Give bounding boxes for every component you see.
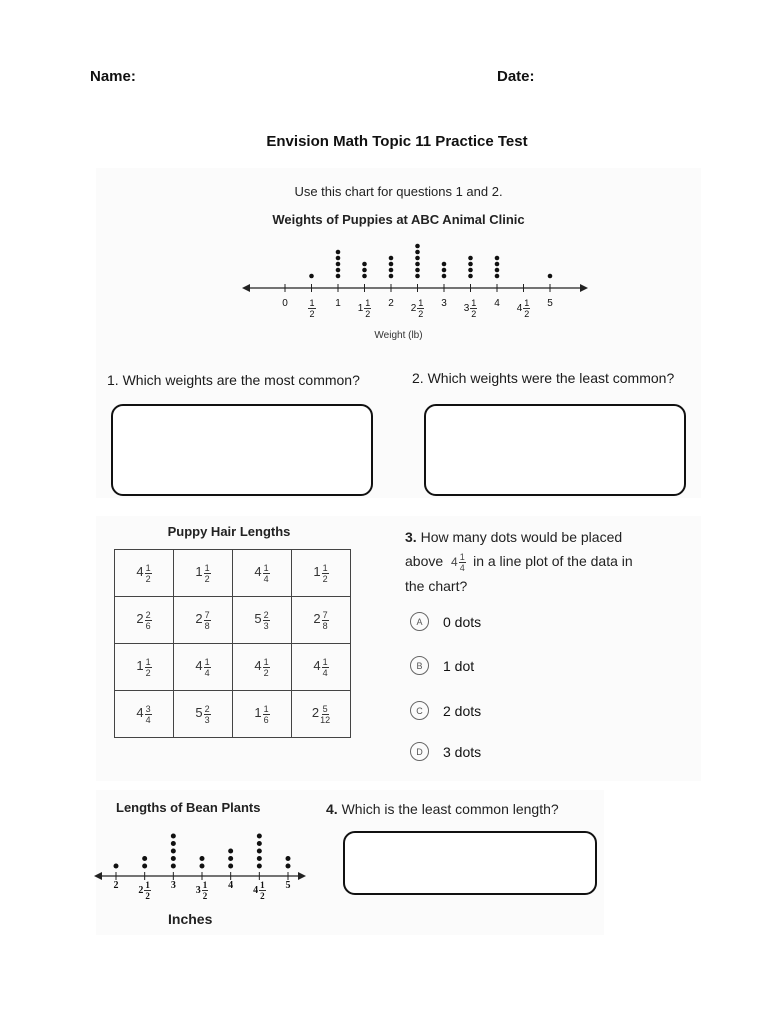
tick-label-whole: 2: [410, 303, 417, 315]
cell-value-numerator: 1: [263, 703, 269, 714]
table-cell: [292, 597, 351, 644]
data-dot: [171, 864, 176, 869]
mixed-denominator: 4: [459, 563, 465, 574]
tick-label-numerator: 1: [309, 298, 315, 308]
cell-value: [136, 562, 151, 584]
hair-lengths-table: [114, 549, 351, 738]
cell-value-fraction: [263, 657, 270, 678]
data-dot: [171, 849, 176, 854]
tick-label-numerator: 1: [145, 880, 150, 890]
cell-value-whole: 2: [136, 611, 144, 627]
cell-value-denominator: 3: [263, 620, 269, 631]
data-dot: [200, 856, 205, 861]
cell-value-whole: 1: [313, 564, 321, 580]
cell-value-denominator: 2: [145, 573, 151, 584]
data-dot: [336, 274, 341, 279]
tick-label-whole: 0: [282, 298, 288, 309]
data-dot: [468, 268, 473, 273]
cell-value-fraction: [322, 657, 329, 678]
tick-label: [273, 298, 297, 309]
tick-label-denominator: 2: [471, 309, 477, 319]
page-title: Envision Math Topic 11 Practice Test: [266, 133, 528, 150]
data-dot: [257, 841, 262, 846]
tick-label: [379, 298, 403, 309]
data-dot: [336, 268, 341, 273]
cell-value-numerator: 1: [145, 656, 151, 667]
tick-label-denominator: 2: [309, 309, 315, 319]
cell-value: [195, 562, 210, 584]
question-4-number: 4.: [326, 801, 338, 817]
beans-line-plot: [92, 818, 308, 886]
cell-value: [313, 562, 328, 584]
answer-box-1[interactable]: [111, 404, 373, 496]
cell-value-numerator: 7: [204, 609, 210, 620]
cell-value-fraction: [263, 563, 270, 584]
cell-value-fraction: [322, 563, 329, 584]
data-dot: [495, 262, 500, 267]
option-c-text: 2 dots: [443, 702, 482, 719]
cell-value-fraction: [204, 610, 211, 631]
cell-value-numerator: 2: [204, 703, 210, 714]
table-cell: [233, 597, 292, 644]
tick-label-numerator: 1: [471, 298, 477, 308]
table-cell: [233, 644, 292, 691]
table-row: [115, 597, 351, 644]
tick-label-fraction: [259, 880, 266, 901]
tick-label-whole: 2: [388, 298, 394, 309]
cell-value-whole: 4: [136, 705, 144, 721]
data-dot: [389, 268, 394, 273]
data-dot: [495, 256, 500, 261]
cell-value-whole: 2: [313, 611, 321, 627]
question-1: 1. Which weights are the most common?: [107, 372, 360, 388]
data-dot: [442, 262, 447, 267]
data-dot: [495, 268, 500, 273]
data-dot: [415, 262, 420, 267]
beans-chart-title: Lengths of Bean Plants: [116, 800, 261, 815]
data-dot: [171, 834, 176, 839]
option-a-text: 0 dots: [443, 613, 482, 630]
cell-value-denominator: 3: [204, 714, 210, 725]
axis-arrow-right: [580, 284, 588, 292]
question-4: [326, 801, 559, 817]
cell-value-numerator: 1: [204, 562, 210, 573]
cell-value-fraction: [263, 610, 270, 631]
cell-value-denominator: 4: [204, 667, 210, 678]
cell-value-fraction: [320, 704, 330, 725]
cell-value-fraction: [145, 657, 152, 678]
data-dot: [468, 274, 473, 279]
cell-value-numerator: 7: [322, 609, 328, 620]
cell-value-whole: 5: [254, 611, 262, 627]
tick-label-denominator: 2: [418, 309, 424, 319]
cell-value-numerator: 1: [322, 656, 328, 667]
table-cell: [115, 691, 174, 738]
question-3-line1: How many dots would be placed: [420, 529, 623, 545]
data-dot: [362, 274, 367, 279]
cell-value-fraction: [145, 563, 152, 584]
axis-arrow-left: [94, 872, 102, 880]
data-dot: [142, 864, 147, 869]
cell-value-whole: 1: [254, 705, 262, 721]
tick-label: [133, 880, 157, 901]
tick-label-whole: 5: [285, 880, 291, 891]
table-cell: [174, 644, 233, 691]
cell-value: [136, 703, 151, 725]
cell-value-whole: 2: [311, 705, 320, 721]
cell-value-numerator: 3: [145, 703, 151, 714]
chart-instruction: Use this chart for questions 1 and 2.: [294, 184, 503, 199]
data-dot: [309, 274, 314, 279]
tick-label-whole: 5: [547, 298, 553, 309]
data-dot: [362, 262, 367, 267]
cell-value-numerator: 5: [322, 703, 328, 714]
data-dot: [389, 256, 394, 261]
data-dot: [468, 256, 473, 261]
cell-value-fraction: [145, 610, 152, 631]
cell-value-whole: 4: [254, 564, 262, 580]
cell-value-denominator: 8: [322, 620, 328, 631]
data-dot: [415, 274, 420, 279]
cell-value-denominator: 6: [145, 620, 151, 631]
option-d-text: 3 dots: [443, 743, 482, 760]
table-cell: [174, 597, 233, 644]
data-dot: [257, 849, 262, 854]
tick-label-fraction: [470, 298, 477, 319]
data-dot: [336, 256, 341, 261]
tick-label: [432, 298, 456, 309]
cell-value: [254, 609, 269, 631]
table-row: [115, 691, 351, 738]
tick-label-numerator: 1: [202, 880, 208, 890]
tick-label: [247, 880, 271, 901]
answer-box-4[interactable]: [343, 831, 597, 895]
tick-label: [300, 298, 324, 319]
cell-value-denominator: 8: [204, 620, 210, 631]
cell-value-numerator: 1: [204, 656, 210, 667]
tick-label-numerator: 1: [260, 880, 265, 890]
tick-label-denominator: 2: [365, 309, 371, 319]
question-3-number: 3.: [405, 529, 417, 545]
cell-value: [136, 609, 151, 631]
tick-label-fraction: [202, 880, 209, 901]
tick-label: [485, 298, 509, 309]
cell-value: [195, 609, 210, 631]
puppies-x-label: Weight (lb): [374, 330, 423, 341]
tick-label-whole: 1: [335, 298, 341, 309]
tick-label-denominator: 2: [260, 891, 265, 901]
cell-value-fraction: [322, 610, 329, 631]
data-dot: [415, 256, 420, 261]
data-dot: [495, 274, 500, 279]
cell-value-denominator: 2: [204, 573, 210, 584]
option-b[interactable]: [410, 656, 474, 675]
cell-value-denominator: 4: [322, 667, 328, 678]
data-dot: [286, 856, 291, 861]
data-dot: [142, 856, 147, 861]
data-dot: [548, 274, 553, 279]
tick-label-whole: 1: [357, 303, 364, 315]
cell-value-fraction: [204, 563, 211, 584]
data-dot: [362, 268, 367, 273]
cell-value-numerator: 1: [322, 562, 328, 573]
cell-value: [195, 703, 210, 725]
axis-arrow-right: [298, 872, 306, 880]
tick-label-whole: 2: [113, 880, 119, 891]
tick-label-fraction: [523, 298, 530, 319]
tick-label-whole: 3: [463, 303, 470, 315]
puppies-tick-labels: [240, 298, 590, 324]
tick-label: [190, 880, 214, 901]
cell-value-fraction: [204, 704, 211, 725]
table-cell: [233, 691, 292, 738]
question-2: 2. Which weights were the least common?: [412, 370, 675, 386]
cell-value-whole: 4: [254, 658, 262, 674]
cell-value-numerator: 2: [263, 609, 269, 620]
cell-value: [254, 562, 269, 584]
cell-value-numerator: 1: [263, 562, 269, 573]
tick-label-fraction: [364, 298, 371, 319]
tick-label: [161, 880, 185, 891]
cell-value: [136, 656, 151, 678]
cell-value-denominator: 4: [145, 714, 151, 725]
cell-value-whole: 4: [195, 658, 203, 674]
tick-label: [219, 880, 243, 891]
cell-value-whole: 1: [195, 564, 203, 580]
table-cell: [292, 691, 351, 738]
option-a-circle: A: [410, 612, 429, 631]
data-dot: [257, 834, 262, 839]
axis-arrow-left: [242, 284, 250, 292]
name-label: Name:: [90, 68, 136, 85]
tick-label-whole: 4: [228, 880, 234, 891]
data-dot: [228, 864, 233, 869]
data-dot: [336, 262, 341, 267]
data-dot: [171, 841, 176, 846]
data-dot: [415, 268, 420, 273]
cell-value-whole: 4: [136, 564, 144, 580]
cell-value-whole: 2: [195, 611, 203, 627]
data-dot: [442, 274, 447, 279]
table-cell: [233, 550, 292, 597]
question-3-mixed-number: [451, 552, 469, 574]
data-dot: [415, 250, 420, 255]
question-3: [405, 525, 700, 598]
data-dot: [228, 849, 233, 854]
data-dot: [257, 856, 262, 861]
cell-value-numerator: 1: [145, 562, 151, 573]
data-dot: [389, 262, 394, 267]
tick-label-fraction: [144, 880, 151, 901]
date-label: Date:: [497, 68, 535, 85]
question-3-line2-pre: above: [405, 553, 444, 569]
tick-label-whole: 3: [441, 298, 447, 309]
tick-label: [406, 298, 430, 319]
tick-label-denominator: 2: [202, 891, 208, 901]
tick-label-denominator: 2: [145, 891, 150, 901]
mixed-numerator: 1: [459, 552, 465, 563]
option-c-circle: C: [410, 701, 429, 720]
table-cell: [174, 550, 233, 597]
cell-value-numerator: 1: [263, 656, 269, 667]
option-b-circle: B: [410, 656, 429, 675]
answer-box-2[interactable]: [424, 404, 686, 496]
cell-value-fraction: [145, 704, 152, 725]
data-dot: [468, 262, 473, 267]
data-dot: [228, 856, 233, 861]
question-3-line3: the chart?: [405, 578, 468, 594]
cell-value-denominator: 2: [145, 667, 151, 678]
cell-value-denominator: 2: [322, 573, 328, 584]
tick-label-whole: 4: [253, 884, 259, 896]
tick-label-whole: 3: [170, 880, 176, 891]
table-cell: [292, 644, 351, 691]
tick-label: [538, 298, 562, 309]
cell-value-denominator: 6: [263, 714, 269, 725]
cell-value: [195, 656, 210, 678]
cell-value-denominator: 12: [320, 714, 331, 725]
tick-label-whole: 4: [516, 303, 523, 315]
tick-label: [353, 298, 377, 319]
data-dot: [286, 864, 291, 869]
option-a[interactable]: [410, 612, 481, 631]
table-cell: [115, 550, 174, 597]
option-d-circle: D: [410, 742, 429, 761]
cell-value: [254, 703, 269, 725]
table-cell: [174, 691, 233, 738]
table-row: [115, 550, 351, 597]
option-d[interactable]: [410, 742, 481, 761]
data-dot: [442, 268, 447, 273]
cell-value-fraction: [204, 657, 211, 678]
table-row: [115, 644, 351, 691]
mixed-whole: 4: [451, 555, 458, 569]
cell-value-fraction: [263, 704, 270, 725]
tick-label-numerator: 1: [365, 298, 371, 308]
option-b-text: 1 dot: [443, 657, 475, 674]
tick-label: [326, 298, 350, 309]
tick-label: [512, 298, 536, 319]
cell-value-whole: 5: [195, 705, 203, 721]
table-cell: [115, 597, 174, 644]
puppies-chart-title: Weights of Puppies at ABC Animal Clinic: [272, 212, 525, 227]
data-dot: [257, 864, 262, 869]
cell-value: [311, 703, 331, 725]
data-dot: [114, 864, 119, 869]
option-c[interactable]: [410, 701, 481, 720]
cell-value-numerator: 2: [145, 609, 151, 620]
tick-label: [276, 880, 300, 891]
tick-label-numerator: 1: [524, 298, 530, 308]
tick-label: [104, 880, 128, 891]
tick-label-whole: 2: [138, 884, 144, 896]
tick-label-whole: 4: [494, 298, 500, 309]
data-dot: [171, 856, 176, 861]
data-dot: [200, 864, 205, 869]
tick-label-fraction: [417, 298, 424, 319]
table-cell: [292, 550, 351, 597]
hair-table-title: Puppy Hair Lengths: [167, 524, 291, 539]
tick-label-numerator: 1: [418, 298, 424, 308]
tick-label: [459, 298, 483, 319]
cell-value-denominator: 2: [263, 667, 269, 678]
cell-value-denominator: 4: [263, 573, 269, 584]
tick-label-whole: 3: [195, 884, 201, 896]
cell-value: [254, 656, 269, 678]
cell-value: [313, 609, 328, 631]
table-cell: [115, 644, 174, 691]
cell-value: [313, 656, 328, 678]
tick-label-fraction: [308, 298, 315, 319]
question-3-line2-post: in a line plot of the data in: [473, 553, 633, 569]
data-dot: [389, 274, 394, 279]
tick-label-denominator: 2: [524, 309, 530, 319]
data-dot: [415, 244, 420, 249]
cell-value-whole: 4: [313, 658, 321, 674]
data-dot: [336, 250, 341, 255]
beans-tick-labels: [92, 880, 308, 904]
beans-x-label: Inches: [168, 911, 213, 927]
question-4-text: Which is the least common length?: [341, 801, 559, 817]
cell-value-whole: 1: [136, 658, 144, 674]
